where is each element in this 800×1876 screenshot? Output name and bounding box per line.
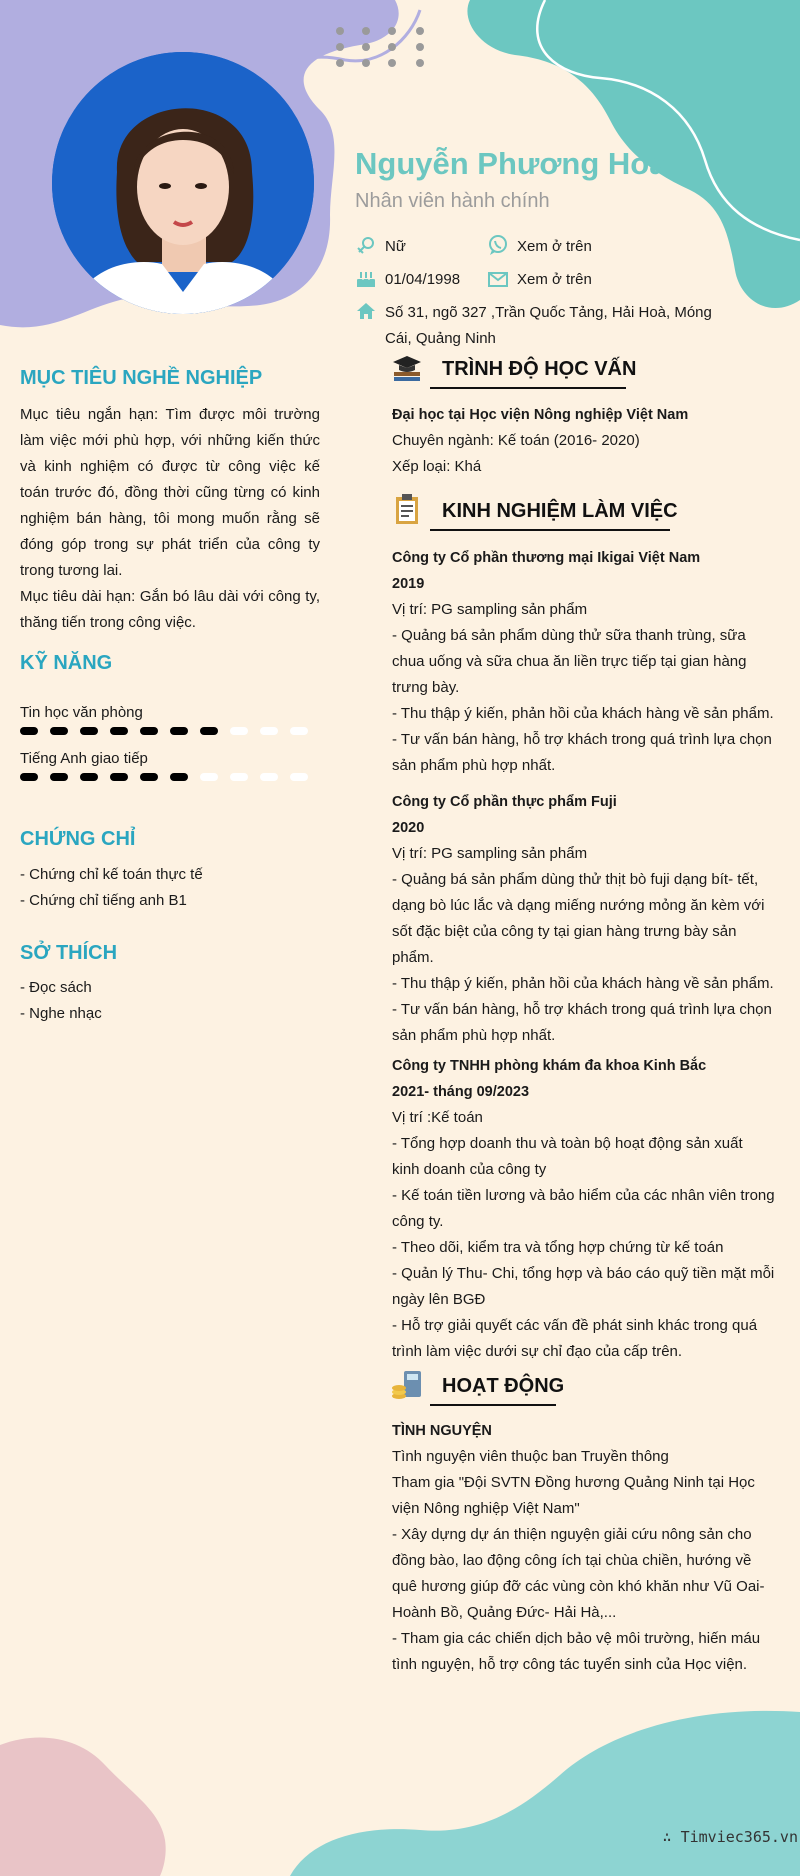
text-line: - Tổng hợp doanh thu và toàn bộ hoạt động sản xuất: [392, 1135, 743, 1152]
education-school: Đại học tại Học viện Nông nghiệp Việt Nam: [392, 407, 689, 423]
skill-segment-filled: [110, 727, 128, 735]
activities-subheading: TÌNH NGUYỆN: [392, 1423, 492, 1439]
text-line: Hoành Bồ, Quảng Đức- Hải Hà,...: [392, 1604, 617, 1621]
skill-bar-1: [20, 727, 308, 735]
skill-segment-empty: [290, 773, 308, 781]
skill-segment-filled: [80, 727, 98, 735]
skill-bar-2: [20, 773, 308, 781]
text-line: chua uống và sữa chua ăn liền trực tiếp tại gian hàng: [392, 653, 747, 670]
job-entry: [392, 1053, 777, 1365]
profile-portrait: [52, 52, 314, 314]
job-position: Vị trí: PG sampling sản phẩm: [392, 845, 588, 862]
candidate-title: Nhân viên hành chính: [355, 190, 550, 212]
envelope-icon: [487, 268, 509, 290]
hobbies-heading: SỞ THÍCH: [20, 942, 118, 964]
skill-segment-filled: [80, 773, 98, 781]
hobby-item-1: - Đọc sách: [20, 979, 92, 996]
education-major: Chuyên ngành: Kế toán (2016- 2020): [392, 432, 640, 449]
watermark: ∴ Timviec365.vn: [662, 1828, 798, 1846]
text-line: phẩm.: [392, 949, 434, 966]
job-company: Công ty TNHH phòng khám đa khoa Kinh Bắc: [392, 1058, 707, 1074]
address-line-2: Cái, Quảng Ninh: [385, 330, 496, 347]
skill-name-1: Tin học văn phòng: [20, 704, 143, 721]
text-line: trưng bày.: [392, 679, 460, 696]
experience-list: [392, 545, 777, 1365]
skill-segment-filled: [20, 727, 38, 735]
skill-segment-filled: [50, 773, 68, 781]
text-line: trình làm việc dưới sự chỉ đạo của cấp trên.: [392, 1343, 683, 1360]
activities-underline: [430, 1404, 556, 1406]
skill-segment-filled: [170, 727, 188, 735]
experience-heading: KINH NGHIỆM LÀM VIỆC: [442, 500, 678, 522]
skills-heading: KỸ NĂNG: [20, 652, 113, 674]
text-line: Tham gia "Đội SVTN Đồng hương Quảng Ninh tại Học: [392, 1474, 755, 1491]
objective-long-term: Mục tiêu dài hạn: Gắn bó lâu dài với công ty, thăng tiến trong công việc.: [20, 588, 320, 631]
text-line: công ty.: [392, 1213, 444, 1230]
clipboard-icon: [390, 492, 424, 526]
job-year: 2021- tháng 09/2023: [392, 1084, 530, 1100]
gender-value: Nữ: [385, 238, 406, 255]
text-line: - Theo dõi, kiểm tra và tổng hợp chứng từ kế toán: [392, 1239, 724, 1256]
certificates-heading: CHỨNG CHỈ: [20, 828, 136, 850]
skill-segment-filled: [170, 773, 188, 781]
objective-heading: MỤC TIÊU NGHỀ NGHIỆP: [20, 367, 263, 389]
job-entry: [392, 789, 777, 1049]
job-position: Vị trí :Kế toán: [392, 1109, 483, 1126]
activities-lines: [392, 1444, 777, 1678]
text-line: - Quản lý Thu- Chi, tổng hợp và báo cáo quỹ tiền mặt mỗi: [392, 1265, 775, 1282]
text-line: sốt đặc biệt của công ty tại gian hàng trưng bày sản: [392, 923, 737, 940]
skill-segment-filled: [20, 773, 38, 781]
skill-segment-empty: [290, 727, 308, 735]
text-line: quê hương giúp đỡ các vùng còn khó khăn như Vũ Oai-: [392, 1578, 765, 1595]
text-line: tình nguyện, hỗ trợ công tác tuyển sinh của Học viện.: [392, 1656, 748, 1673]
text-line: sản phẩm phù hợp nhất.: [392, 757, 556, 774]
text-line: sản phẩm phù hợp nhất.: [392, 1027, 556, 1044]
address-line-1: Số 31, ngõ 327 ,Trần Quốc Tảng, Hải Hoà, Móng: [385, 304, 712, 321]
job-entry: [392, 545, 777, 779]
skill-segment-filled: [110, 773, 128, 781]
text-line: kinh doanh của công ty: [392, 1161, 547, 1178]
phone-icon: [487, 234, 509, 256]
text-line: - Kế toán tiền lương và bảo hiểm của các nhân viên trong: [392, 1187, 775, 1204]
text-line: - Tư vấn bán hàng, hỗ trợ khách trong quá trình lựa chọn: [392, 731, 772, 748]
birthday-cake-icon: [355, 267, 377, 289]
text-line: dạng bò lúc lắc và dạng miếng nướng mỏng ăn kèm với: [392, 897, 765, 914]
graduation-cap-icon: [390, 350, 424, 384]
phone-value: Xem ở trên: [517, 238, 592, 255]
job-position: Vị trí: PG sampling sản phẩm: [392, 601, 588, 618]
dob-value: 01/04/1998: [385, 271, 461, 288]
hobby-item-2: - Nghe nhạc: [20, 1005, 102, 1022]
skill-segment-empty: [260, 773, 278, 781]
job-duties: [392, 1131, 777, 1365]
gender-icon: [355, 235, 377, 257]
calculator-coins-icon: [390, 1368, 424, 1402]
education-grade: Xếp loại: Khá: [392, 458, 482, 475]
text-line: - Quảng bá sản phẩm dùng thử sữa thanh trùng, sữa: [392, 627, 746, 644]
skill-segment-empty: [230, 773, 248, 781]
experience-underline: [430, 529, 670, 531]
candidate-name: Nguyễn Phương Hoa: [355, 146, 667, 181]
text-line: - Xây dựng dự án thiện nguyện giải cứu nông sản cho: [392, 1526, 752, 1543]
pink-blob: [0, 1738, 166, 1876]
text-line: ngày lên BGĐ: [392, 1291, 486, 1308]
job-company: Công ty Cổ phần thực phẩm Fuji: [392, 794, 617, 810]
text-line: - Hỗ trợ giải quyết các vấn đề phát sinh khác trong quá: [392, 1317, 758, 1334]
objective-short-term: Mục tiêu ngắn hạn: Tìm được môi trường làm việc mới phù hợp, với những kiến thức và kinh nghiệm có được từ công việc kế toán trước đó, đồng thời cũng từng có kinh nghiệm bán hàng, tôi mong muốn rằng sẽ đóng góp trong sự phát triển của công ty trong tương lai.: [20, 406, 320, 579]
text-line: viện Nông nghiệp Việt Nam": [392, 1500, 580, 1517]
profile-photo: [52, 52, 314, 314]
skill-segment-filled: [50, 727, 68, 735]
job-year: 2020: [392, 820, 425, 836]
skill-segment-empty: [260, 727, 278, 735]
job-company: Công ty Cổ phần thương mại Ikigai Việt Nam: [392, 550, 701, 566]
text-line: - Thu thập ý kiến, phản hồi của khách hàng về sản phẩm.: [392, 705, 774, 722]
text-line: - Tham gia các chiến dịch bảo vệ môi trường, hiến máu: [392, 1630, 761, 1647]
home-icon: [355, 300, 377, 322]
email-value: Xem ở trên: [517, 271, 592, 288]
activities-heading: HOẠT ĐỘNG: [442, 1375, 565, 1397]
skill-segment-empty: [230, 727, 248, 735]
certificate-item-2: - Chứng chỉ tiếng anh B1: [20, 892, 187, 909]
skill-segment-filled: [140, 727, 158, 735]
text-line: Tình nguyện viên thuộc ban Truyền thông: [392, 1448, 669, 1465]
job-duties: [392, 623, 777, 779]
text-line: - Thu thập ý kiến, phản hồi của khách hàng về sản phẩm.: [392, 975, 774, 992]
job-year: 2019: [392, 576, 425, 592]
education-underline: [430, 387, 626, 389]
skill-name-2: Tiếng Anh giao tiếp: [20, 750, 148, 767]
text-line: đồng bào, lao động công ích tại chùa chiền, hướng về: [392, 1552, 752, 1569]
skill-segment-filled: [200, 727, 218, 735]
skill-segment-empty: [200, 773, 218, 781]
education-heading: TRÌNH ĐỘ HỌC VẤN: [442, 358, 637, 380]
light-teal-blob: [290, 1711, 800, 1876]
text-line: - Quảng bá sản phẩm dùng thử thịt bò fuji dạng bít- tết,: [392, 871, 759, 888]
certificate-item-1: - Chứng chỉ kế toán thực tế: [20, 866, 203, 883]
skill-segment-filled: [140, 773, 158, 781]
text-line: - Tư vấn bán hàng, hỗ trợ khách trong quá trình lựa chọn: [392, 1001, 772, 1018]
job-duties: [392, 867, 777, 1049]
